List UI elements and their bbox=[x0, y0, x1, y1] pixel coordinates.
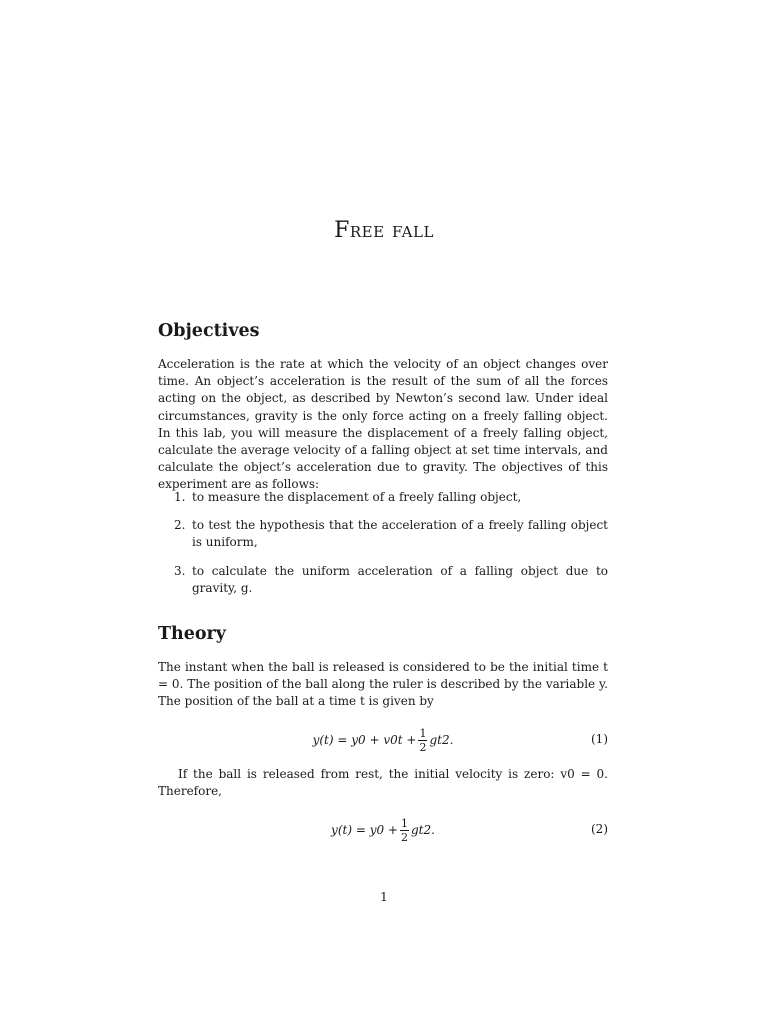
equation-1 bbox=[158, 720, 608, 760]
list-item-text: to calculate the uniform acceleration of a falling object due to gravity, g. bbox=[192, 563, 608, 595]
objectives-list bbox=[158, 489, 608, 608]
list-item bbox=[158, 489, 608, 506]
equation-2 bbox=[158, 810, 608, 850]
list-item-number: 1. bbox=[174, 490, 186, 504]
document-title: Free fall bbox=[334, 218, 434, 243]
equation-2-lhs: y(t) = y0 + bbox=[331, 823, 398, 837]
list-item bbox=[158, 563, 608, 597]
theory-paragraph-2: If the ball is released from rest, the initial velocity is zero: v0 = 0. Therefore, bbox=[158, 767, 608, 799]
objectives-paragraph: Acceleration is the rate at which the velocity of an object changes over time. An object’s acceleration is the result of the sum of all the forces acting on the object, as described by Newton’s second law. Under ideal circumstances, gravity is the only force acting on a freely falling object. In this lab, you will measure the displacement of a freely falling object, calculate the average velocity of a falling object at set time intervals, and calculate the object’s acceleration due to gravity. The objectives of this experiment are as follows: bbox=[158, 357, 608, 492]
list-item-text: to test the hypothesis that the acceleration of a freely falling object is uniform, bbox=[192, 518, 608, 550]
theory-heading: Theory bbox=[158, 624, 226, 644]
theory-paragraph-1: The instant when the ball is released is considered to be the initial time t = 0. The position of the ball along the ruler is described by the variable y. The position of the ball at a time t is given by bbox=[158, 660, 608, 709]
list-item-number: 2. bbox=[174, 518, 186, 533]
equation-1-fraction: $\frac{1}{2}$ bbox=[419, 726, 427, 754]
equation-2-number: (2) bbox=[591, 822, 608, 836]
equation-2-fraction: $\frac{1}{2}$ bbox=[400, 816, 408, 844]
equation-2-rhs: gt2. bbox=[410, 823, 435, 837]
objectives-heading: Objectives bbox=[158, 321, 260, 341]
equation-1-number: (1) bbox=[591, 732, 608, 746]
page-number: 1 bbox=[380, 890, 388, 904]
equation-1-lhs: y(t) = y0 + v0t + bbox=[312, 733, 417, 747]
equation-1-rhs: gt2. bbox=[429, 733, 454, 747]
list-item bbox=[158, 517, 608, 551]
list-item-text: to measure the displacement of a freely falling object, bbox=[192, 490, 522, 504]
list-item-number: 3. bbox=[174, 563, 186, 578]
